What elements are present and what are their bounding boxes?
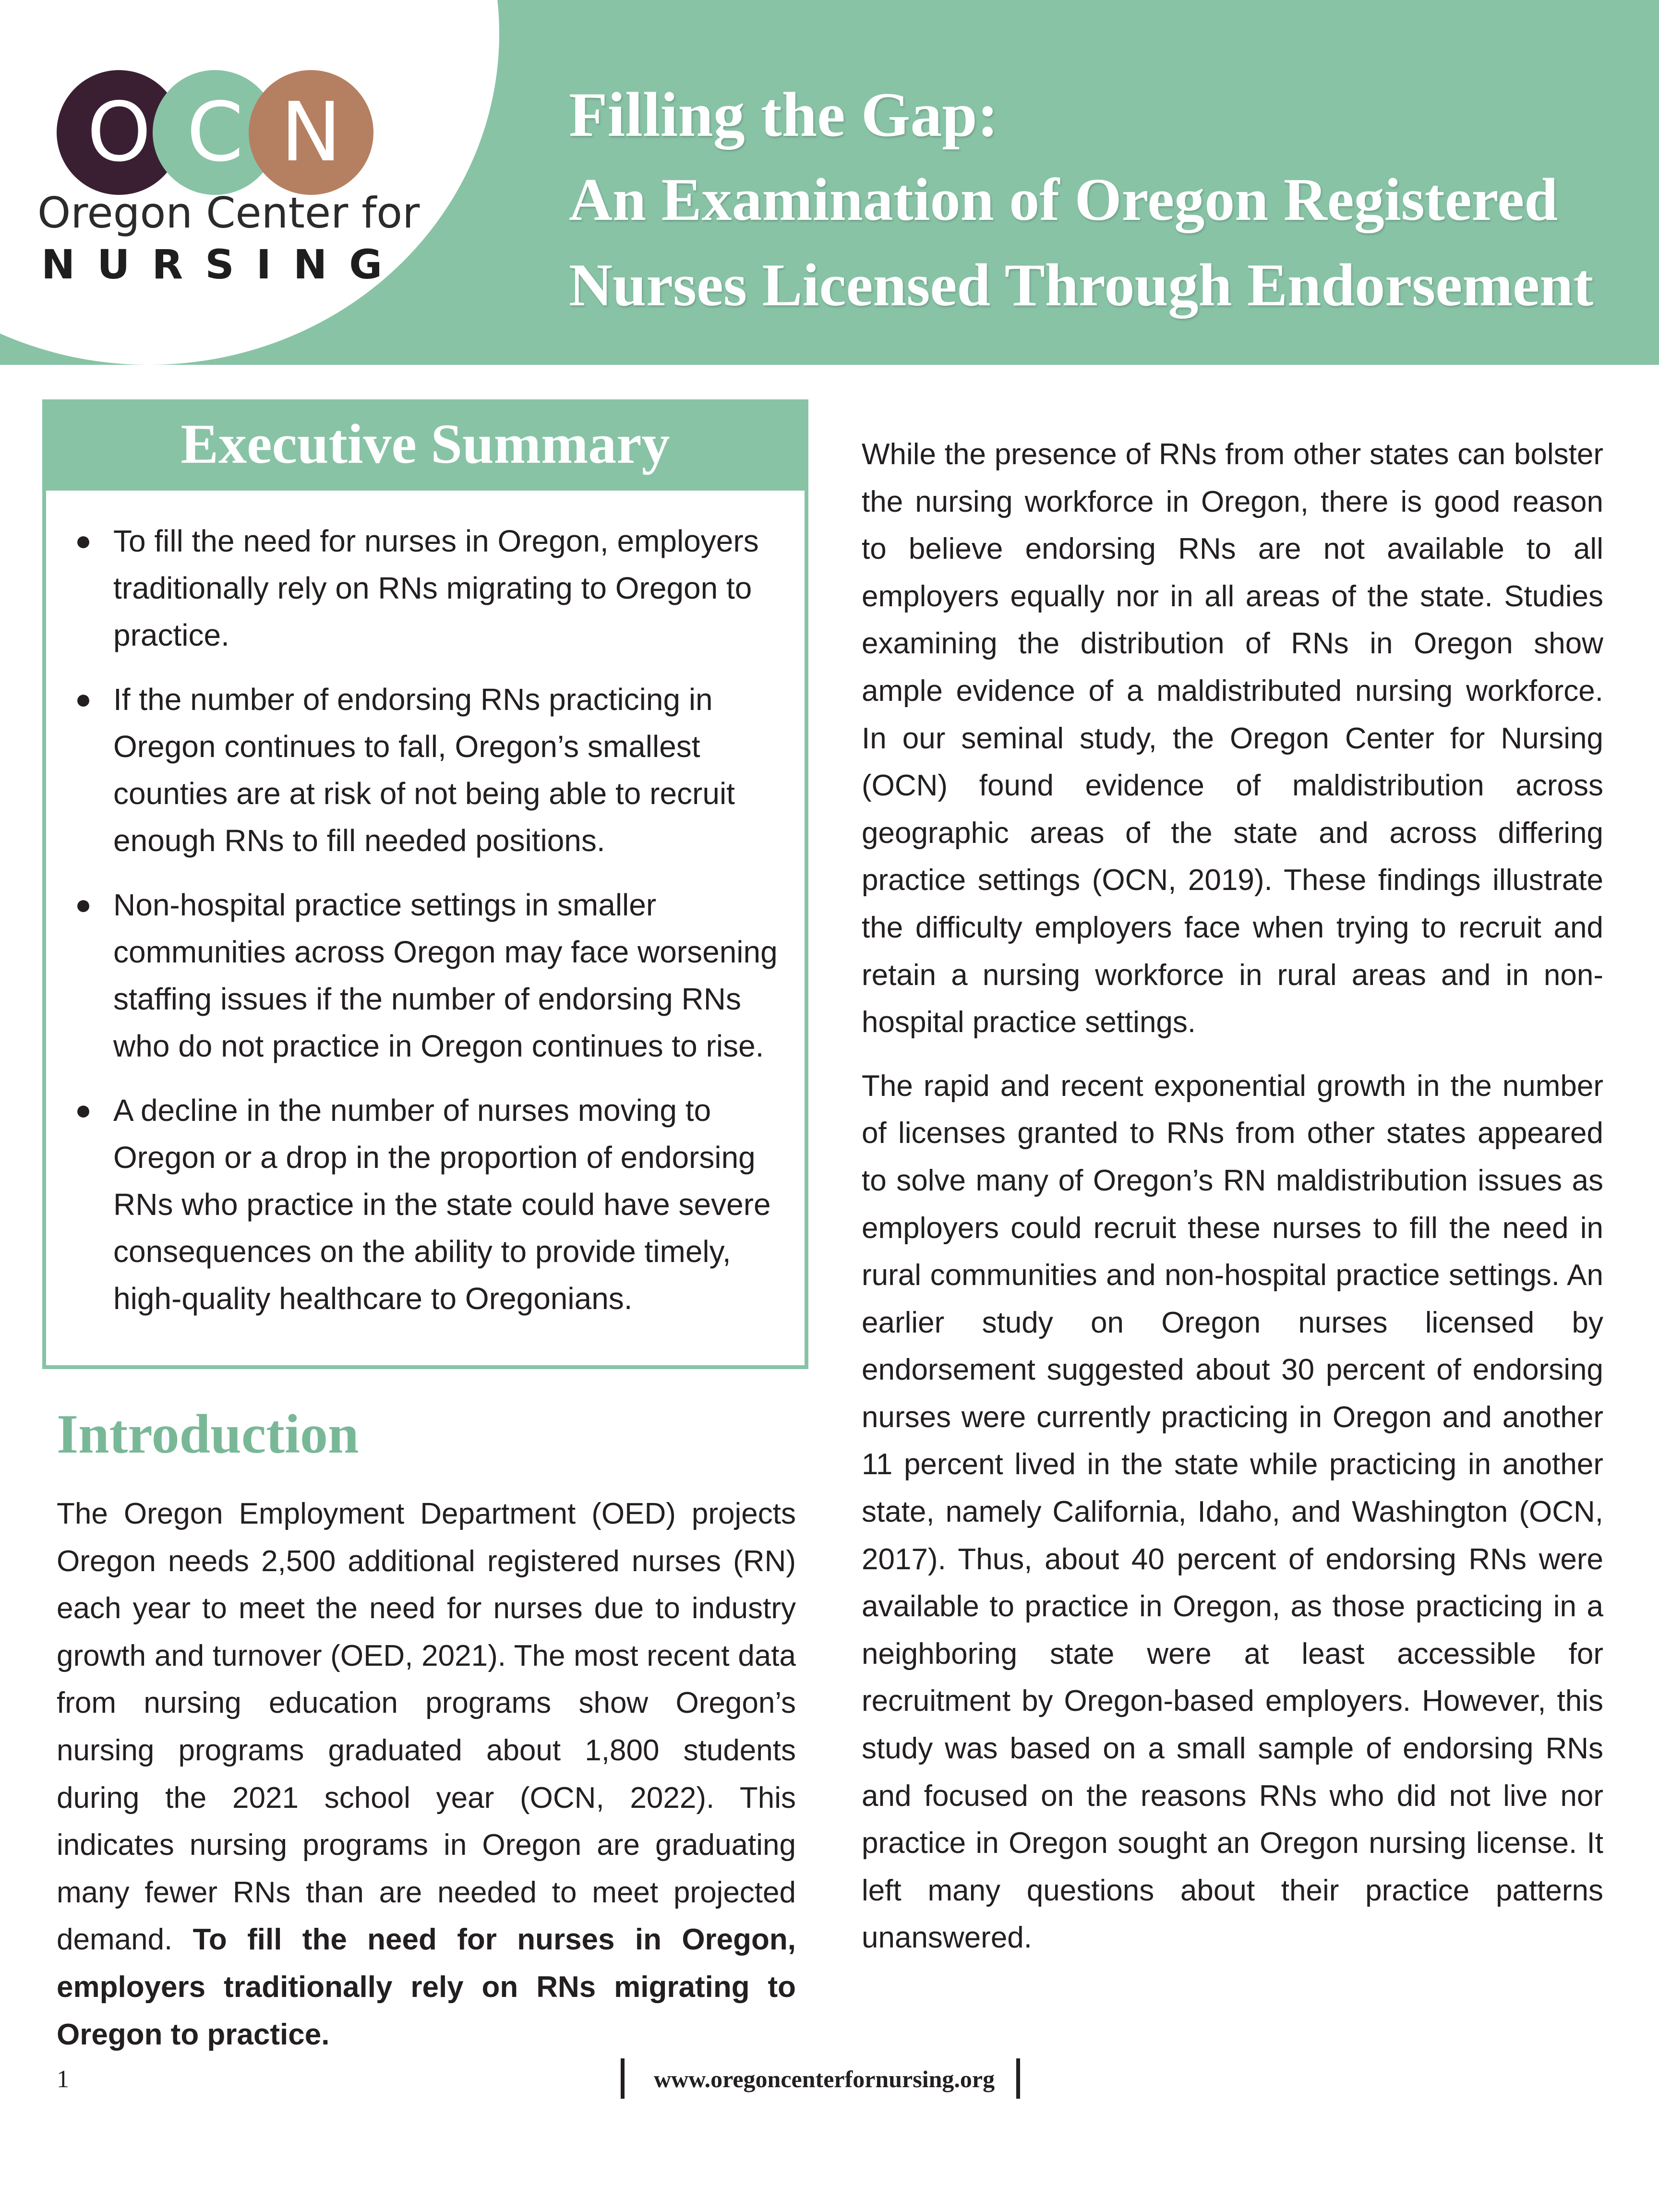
summary-bullet bbox=[65, 881, 785, 1070]
header-band bbox=[0, 0, 1659, 365]
executive-summary-list bbox=[46, 491, 805, 1322]
summary-bullet-text: If the number of endorsing RNs practicing in Oregon continues to fall, Oregon’s smallest counties are at risk of not being able to recruit enough RNs to fill needed positions. bbox=[113, 682, 735, 858]
logo-circle-o: O bbox=[57, 70, 181, 195]
executive-summary-heading: Executive Summary bbox=[46, 403, 805, 491]
document-title bbox=[569, 72, 1639, 328]
executive-summary-box bbox=[42, 399, 808, 1369]
summary-bullet-text: A decline in the number of nurses moving to Oregon or a drop in the proportion of endorsing RNs who practice in the state could have severe consequences on the ability to provide timely, high-quality healthcare to Oregonians. bbox=[113, 1093, 771, 1316]
logo-org-name: Oregon Center for bbox=[37, 188, 420, 238]
bullet-dot-icon: ● bbox=[75, 525, 92, 556]
introduction-bold-text: To fill the need for nurses in Oregon, employers traditionally rely on RNs migrating to Oregon to practice. bbox=[57, 1923, 796, 2051]
logo-circle-c: C bbox=[153, 70, 277, 195]
summary-bullet bbox=[65, 517, 785, 659]
summary-bullet bbox=[65, 676, 785, 864]
title-main: Filling the Gap: bbox=[569, 79, 998, 150]
introduction-text: The Oregon Employment Department (OED) projects Oregon needs 2,500 additional registered nurses (RN) each year to meet the need for nurses due to industry growth and turnover (OED, 2021). The most recent data from nursing education programs show Oregon’s nursing programs graduated about 1,800 students during the 2021 school year (OCN, 2022). This indicates nursing programs in Oregon are graduating many fewer RNs than are needed to meet projected demand. bbox=[57, 1497, 796, 1957]
title-subtitle-line-1: An Examination of Oregon Registered bbox=[569, 167, 1558, 233]
body-paragraph-2: The rapid and recent exponential growth in the number of licenses granted to RNs from other states appeared to solve many of Oregon’s RN maldistribution issues as employers could recruit these nurses to fill the need in rural communities and non-hospital practice settings. An earlier study on Oregon nurses licensed by endorsement suggested about 30 percent of endorsing nurses were currently practicing in Oregon and another 11 percent lived in the state while practicing in another state, namely California, Idaho, and Washington (OCN, 2017). Thus, about 40 percent of endorsing RNs were available to practice in Oregon, as those practicing in a neighboring state were at least accessible for recruitment by Oregon-based employers. However, this study was based on a small sample of endorsing RNs and focused on the reasons RNs who did not live nor practice in Oregon sought an Oregon nursing license. It left many questions about their practice patterns unanswered. bbox=[862, 1069, 1603, 1955]
summary-bullet-text: Non-hospital practice settings in smaller communities across Oregon may face worsening staffing issues if the number of endorsing RNs who do not practice in Oregon continues to rise. bbox=[113, 888, 778, 1063]
body-paragraph-1: While the presence of RNs from other states can bolster the nursing workforce in Oregon, there is good reason to believe endorsing RNs are not available to all employers equally nor in all areas of the state. Studies examining the distribution of RNs in Oregon show ample evidence of a maldistributed nursing workforce. In our seminal study, the Oregon Center for Nursing (OCN) found evidence of maldistribution across geographic areas of the state and across differing practice settings (OCN, 2019). These findings illustrate the difficulty employers face when trying to recruit and retain a nursing workforce in rural areas and in non-hospital practice settings. bbox=[862, 438, 1603, 1039]
footer-divider-left bbox=[621, 2058, 625, 2099]
bullet-dot-icon: ● bbox=[75, 1094, 92, 1126]
bullet-dot-icon: ● bbox=[75, 684, 92, 715]
summary-bullet bbox=[65, 1087, 785, 1322]
ocn-logo bbox=[57, 70, 354, 201]
logo-circle-n: N bbox=[249, 70, 373, 195]
bullet-dot-icon: ● bbox=[75, 889, 92, 920]
right-column bbox=[862, 431, 1603, 1978]
footer-website-link[interactable]: www.oregoncenterfornursing.org bbox=[654, 2066, 995, 2092]
footer-divider-right bbox=[1016, 2058, 1020, 2099]
introduction-heading: Introduction bbox=[57, 1404, 359, 1465]
title-subtitle-line-2: Nurses Licensed Through Endorsement bbox=[569, 252, 1594, 319]
logo-nursing-word: NURSING bbox=[41, 241, 405, 288]
summary-bullet-text: To fill the need for nurses in Oregon, employers traditionally rely on RNs migrating to Oregon to practice. bbox=[113, 524, 759, 652]
page-number: 1 bbox=[57, 2066, 69, 2093]
introduction-body bbox=[57, 1491, 796, 2058]
